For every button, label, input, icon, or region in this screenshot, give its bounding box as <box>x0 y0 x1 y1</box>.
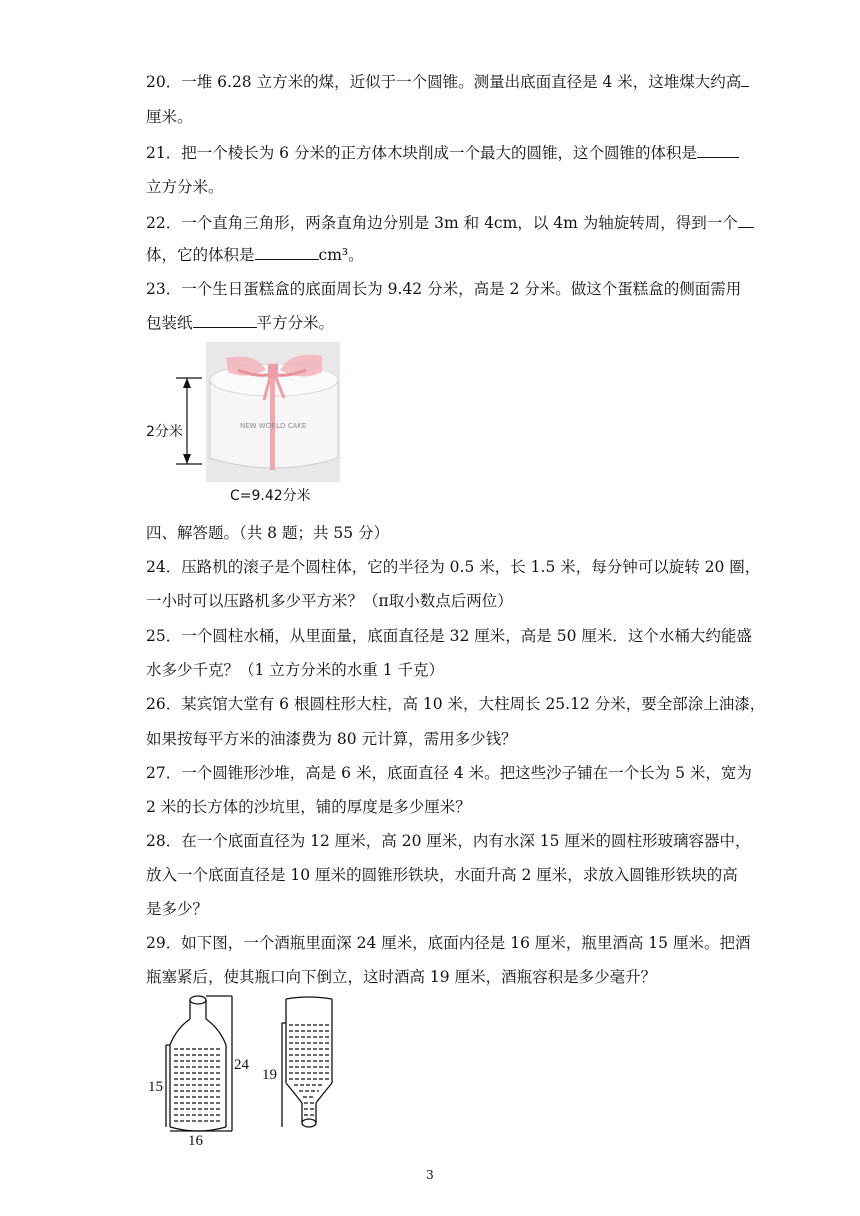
cake-height-label: 2分米 <box>146 424 183 440</box>
question-24-line-2: 一小时可以压路机多少平方米？（π取小数点后两位） <box>146 592 513 610</box>
question-22-line-1: 22．一个直角三角形，两条直角边分别是 3m 和 4cm，以 4m 为轴旋转周，得到一个 <box>146 213 722 233</box>
question-29-line-2: 瓶塞紧后，使其瓶口向下倒立，这时酒高 19 厘米，酒瓶容积是多少毫升？ <box>146 968 657 986</box>
question-28-line-2: 放入一个底面直径是 10 厘米的圆锥形铁块，水面升高 2 厘米，求放入圆锥形铁块的高 <box>146 866 738 884</box>
question-27-line-2: 2 米的长方体的沙坑里，铺的厚度是多少厘米？ <box>146 798 471 816</box>
answer-blank <box>255 245 319 260</box>
answer-blank <box>193 313 257 328</box>
question-20-line-2: 厘米。 <box>146 108 193 126</box>
bottle-diameter-label: 16 <box>188 1133 203 1145</box>
question-29-line-1: 29．如下图，一个酒瓶里面深 24 厘米，底面内径是 16 厘米，瓶里酒高 15 厘米。把酒 <box>146 934 751 952</box>
bottle-depth-label: 24 <box>234 1057 249 1073</box>
question-28-line-1: 28．在一个底面直径为 12 厘米，高 20 厘米，内有水深 15 厘米的圆柱形玻璃容器中， <box>146 832 751 850</box>
question-26-line-1: 26．某宾馆大堂有 6 根圆柱形大柱，高 10 米，大柱周长 25.12 分米，要全部涂上油漆， <box>146 695 766 713</box>
answer-blank <box>741 72 749 87</box>
question-25-line-1: 25．一个圆柱水桶，从里面量，底面直径是 32 厘米，高是 50 厘米．这个水桶大约能盛 <box>146 627 752 645</box>
page-number: 3 <box>426 1168 434 1182</box>
question-20-line-1: 20．一堆 6.28 立方米的煤，近似于一个圆锥。测量出底面直径是 4 米，这堆煤大约高 <box>146 72 722 92</box>
inverted-wine-height-label: 19 <box>262 1067 277 1083</box>
section-heading: 四、解答题。（共 8 题；共 55 分） <box>146 524 390 542</box>
cake-circumference-label: C=9.42分米 <box>230 488 311 504</box>
question-26-line-2: 如果按每平方米的油漆费为 80 元计算，需用多少钱？ <box>146 730 517 748</box>
question-28-line-3: 是多少？ <box>146 900 209 918</box>
cake-box-brand-text: NEW WORLD CAKE <box>240 422 307 430</box>
bottle-figure <box>146 995 356 1145</box>
question-23-line-2: 包装纸 平方分米。 <box>146 314 335 332</box>
question-25-line-2: 水多少千克？（1 立方分米的水重 1 千克） <box>146 661 445 679</box>
question-24-line-1: 24．压路机的滚子是个圆柱体，它的半径为 0.5 米，长 1.5 米，每分钟可以旋转 20 圈， <box>146 558 761 576</box>
cake-box-illustration <box>146 340 346 508</box>
question-27-line-1: 27．一个圆锥形沙堆，高是 6 米，底面直径 4 米。把这些沙子铺在一个长为 5 米，宽为 <box>146 764 752 782</box>
answer-blank <box>697 143 739 158</box>
question-22-line-2: 体，它的体积是 cm³。 <box>146 246 364 264</box>
cake-box-figure <box>146 340 346 508</box>
bottle-illustration <box>146 995 356 1145</box>
question-21-line-1: 21．把一个棱长为 6 分米的正方体木块削成一个最大的圆锥，这个圆锥的体积是 <box>146 143 722 163</box>
question-23-line-1: 23．一个生日蛋糕盒的底面周长为 9.42 分米，高是 2 分米。做这个蛋糕盒的侧面需用 <box>146 280 742 298</box>
answer-blank <box>738 213 754 228</box>
question-21-line-2: 立方分米。 <box>146 178 224 196</box>
wine-height-label: 15 <box>148 1079 163 1095</box>
